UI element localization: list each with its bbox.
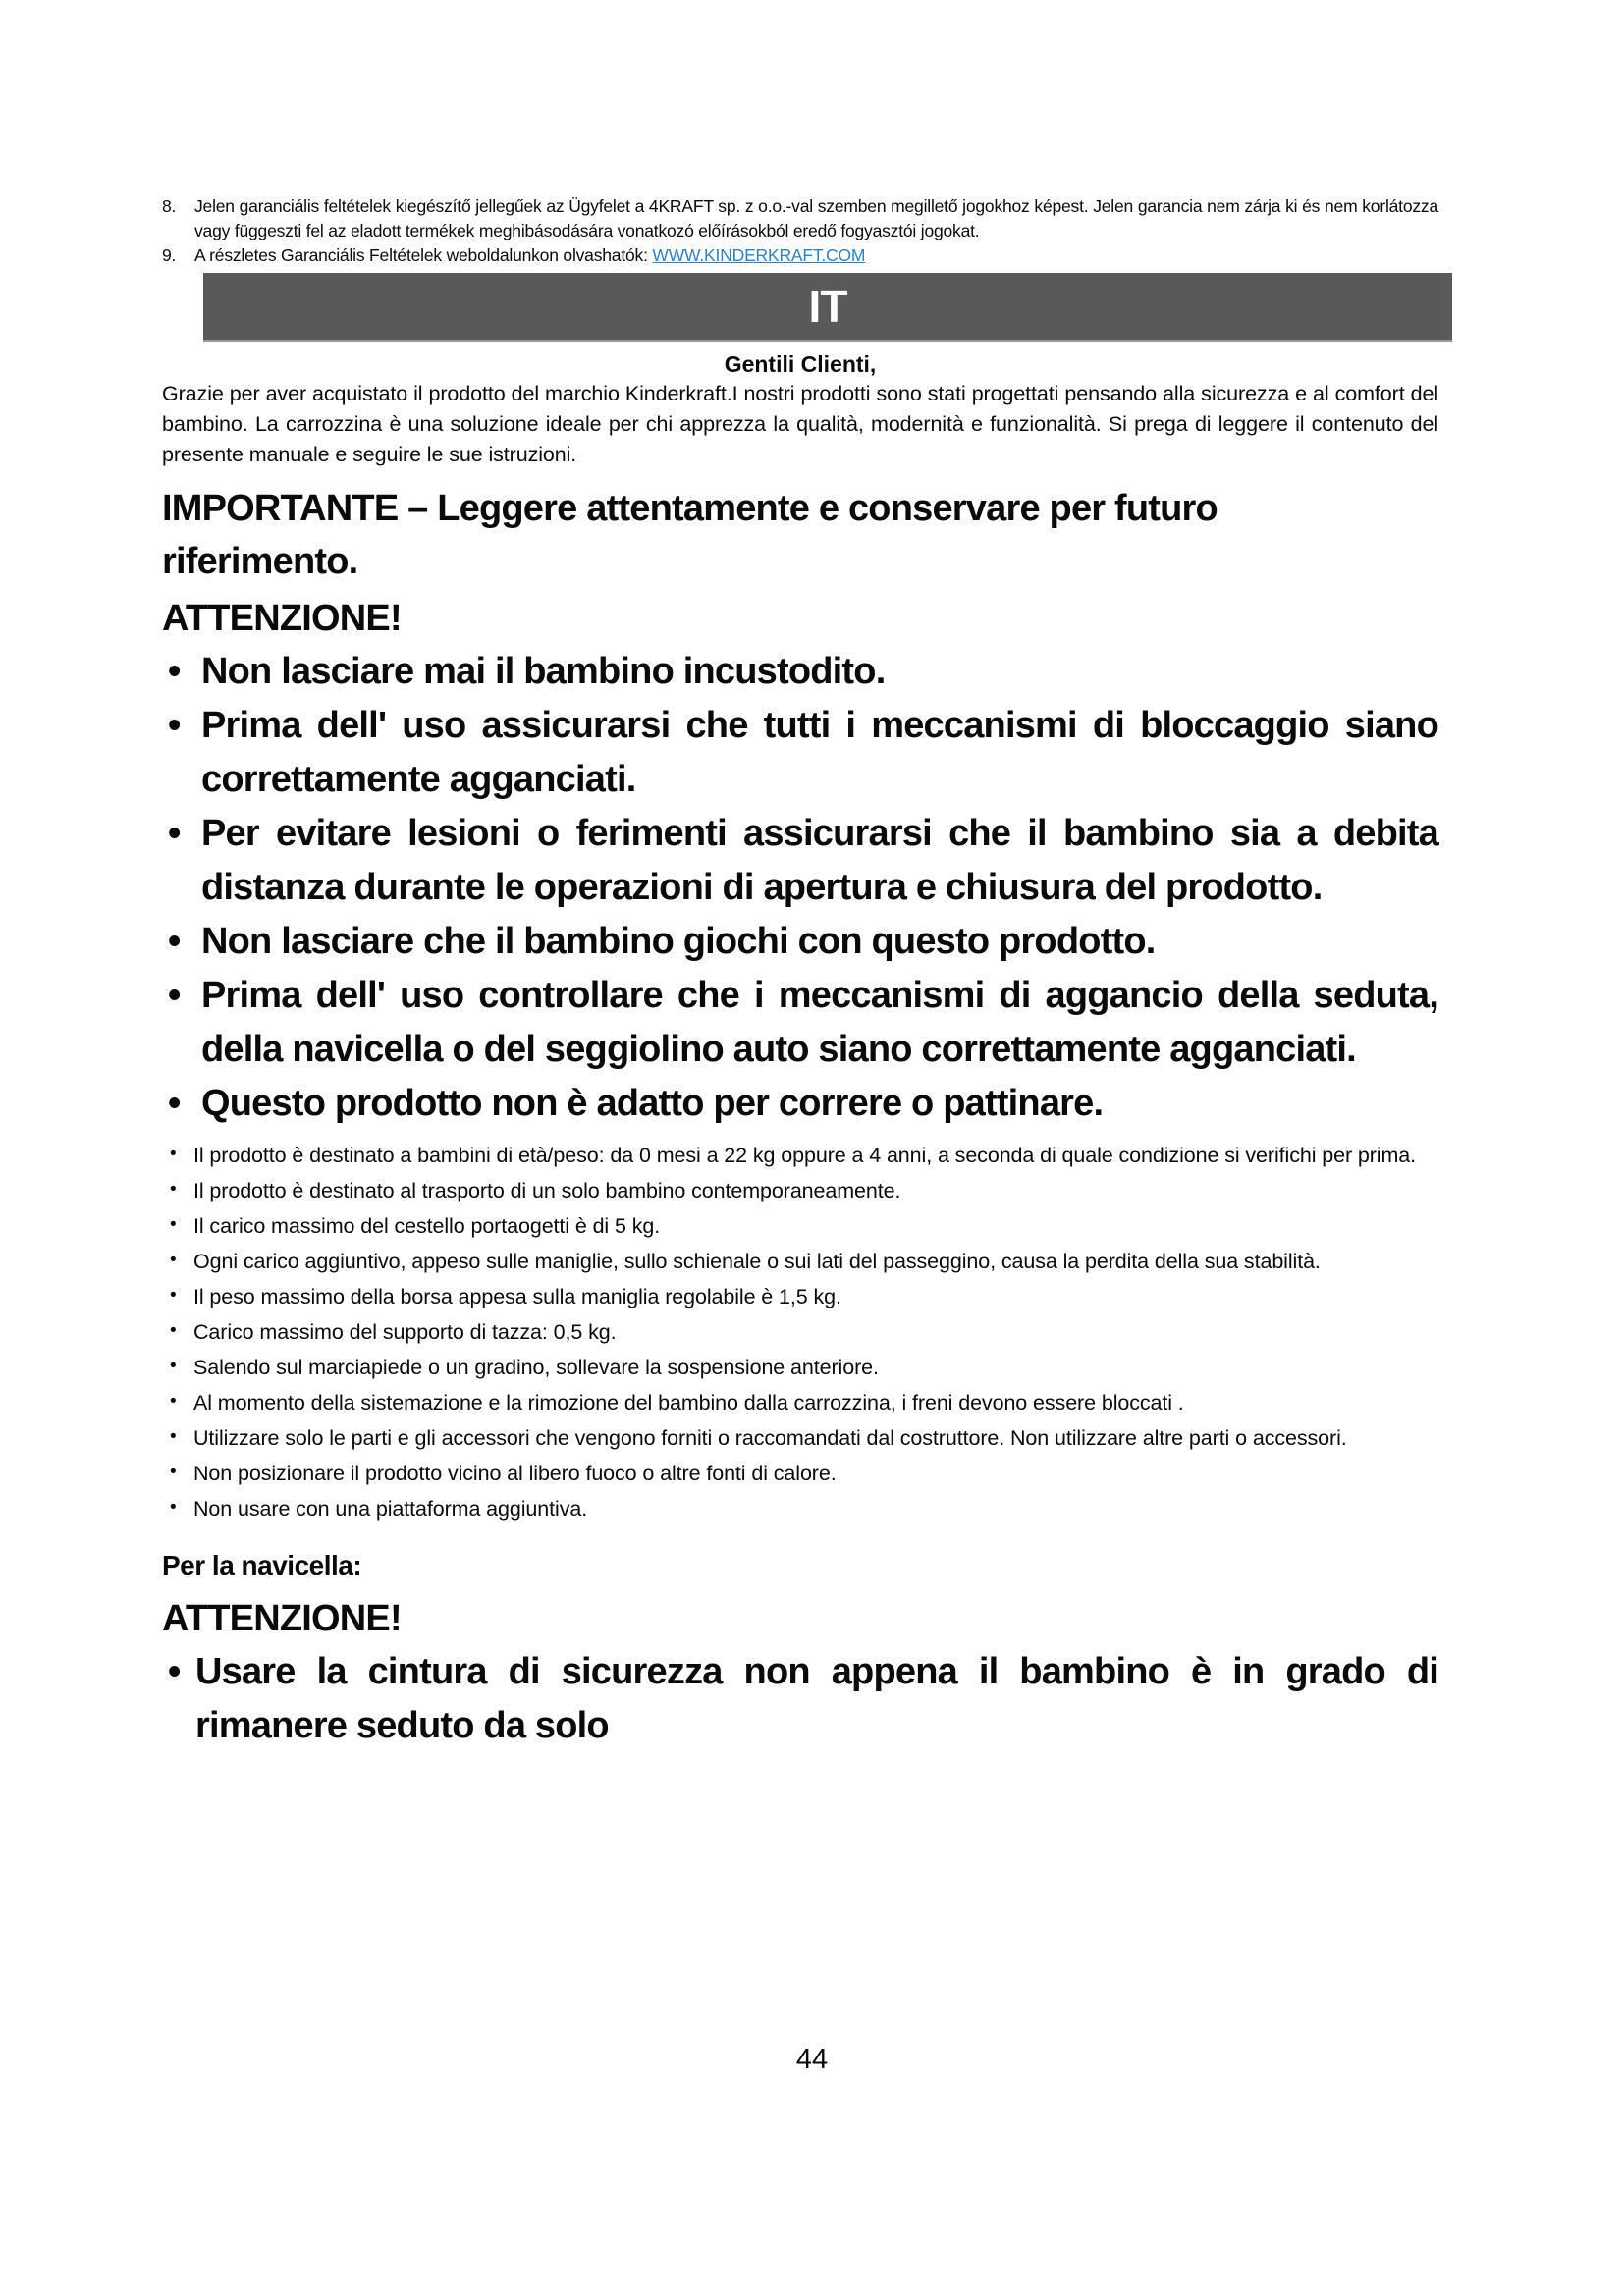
bullet-marker: •	[170, 1179, 177, 1200]
bullet-marker: •	[168, 651, 181, 692]
info-item	[162, 1423, 1438, 1453]
warning-item	[162, 915, 1438, 969]
bullet-marker: •	[170, 1356, 177, 1376]
list-item-text: Non posizionare il prodotto vicino al libero fuoco o altre fonti di calore.	[193, 1462, 837, 1485]
warning-item	[162, 645, 1438, 699]
info-item	[162, 1247, 1438, 1276]
bullet-marker: •	[170, 1285, 177, 1306]
bullet-marker: •	[168, 1651, 181, 1692]
warranty-note-9	[162, 243, 1438, 268]
list-item-text: Il carico massimo del cestello portaogetti è di 5 kg.	[193, 1214, 661, 1238]
warranty-note-8	[162, 194, 1438, 243]
bullet-marker: •	[168, 813, 181, 854]
bullet-marker: •	[168, 1083, 181, 1124]
note-number: 9.	[162, 245, 177, 265]
list-item-text: Questo prodotto non è adatto per correre o pattinare.	[201, 1083, 1104, 1124]
list-item-text: Carico massimo del supporto di tazza: 0,5 kg.	[193, 1320, 617, 1344]
bullet-marker: •	[168, 705, 181, 746]
bullet-marker: •	[170, 1391, 177, 1412]
attention-heading-2: ATTENZIONE!	[162, 1598, 402, 1639]
intro-paragraph: Grazie per aver acquistato il prodotto del marchio Kinderkraft.I nostri prodotti sono stati progettati pensando alla sicurezza e al comfort del bambino. La carrozzina è una soluzione ideale per chi apprezza la qualità, modernità e funzionalità. Si prega di leggere il contenuto del presente manuale e seguire le sue istruzioni.	[162, 382, 1438, 466]
navicella-heading: Per la navicella:	[162, 1550, 362, 1580]
attention-heading: ATTENZIONE!	[162, 598, 402, 639]
list-item-text: Non usare con una piattaforma aggiuntiva.	[193, 1497, 588, 1521]
info-item	[162, 1459, 1438, 1488]
warning-item	[162, 1077, 1438, 1131]
list-item-text: Il prodotto è destinato a bambini di età/peso: da 0 mesi a 22 kg oppure a 4 anni, a seconda di quale condizione si verifichi per prima.	[193, 1144, 1417, 1167]
info-item	[162, 1282, 1438, 1311]
list-item-text: Non lasciare che il bambino giochi con questo prodotto.	[201, 921, 1156, 962]
page-number: 44	[795, 2044, 829, 2075]
info-item	[162, 1211, 1438, 1241]
bullet-marker: •	[170, 1462, 177, 1482]
warning-item	[162, 699, 1438, 807]
warning-item	[162, 969, 1438, 1077]
list-item-text: Non lasciare mai il bambino incustodito.	[201, 651, 886, 692]
info-item	[162, 1494, 1438, 1523]
list-item-text: Prima dell' uso controllare che i meccanismi di aggancio della seduta, della navicella o del seggiolino auto siano correttamente agganciati.	[201, 975, 1438, 1070]
bullet-marker: •	[168, 921, 181, 962]
navicella-warning-item	[162, 1645, 1438, 1753]
list-item-text: Al momento della sistemazione e la rimozione del bambino dalla carrozzina, i freni devono essere bloccati .	[193, 1391, 1184, 1415]
warning-item	[162, 807, 1438, 915]
greeting-heading: Gentili Clienti,	[724, 351, 877, 377]
bullet-marker: •	[168, 975, 181, 1016]
list-item-text: Salendo sul marciapiede o un gradino, sollevare la sospensione anteriore.	[193, 1356, 879, 1379]
info-item	[162, 1141, 1438, 1170]
list-item-text: Ogni carico aggiuntivo, appeso sulle maniglie, sullo schienale o sui lati del passeggino, causa la perdita della sua stabilità.	[193, 1250, 1321, 1273]
info-item	[162, 1353, 1438, 1382]
note-number: 8.	[162, 196, 177, 216]
info-item	[162, 1176, 1438, 1205]
list-item-text: Il peso massimo della borsa appesa sulla maniglia regolabile è 1,5 kg.	[193, 1285, 841, 1308]
note-text-before-link: A részletes Garanciális Feltételek weboldalunkon olvashatók:	[194, 245, 653, 265]
bullet-marker: •	[170, 1214, 177, 1235]
language-code-label: IT	[808, 281, 847, 332]
warning-bullet-list	[162, 645, 1438, 1131]
list-item-text: Prima dell' uso assicurarsi che tutti i meccanismi di bloccaggio siano correttamente agganciati.	[201, 705, 1438, 800]
note-text: Jelen garanciális feltételek kiegészítő jellegűek az Ügyfelet a 4KRAFT sp. z o.o.-val szemben megillető jogokhoz képest. Jelen garancia nem zárja ki és nem korlátozza vagy függeszti fel az eladott termékek meghibásodására vonatkozó előírásokból eredő fogyasztói jogokat.	[194, 196, 1438, 240]
bullet-marker: •	[170, 1320, 177, 1341]
bullet-marker: •	[170, 1426, 177, 1447]
warranty-notes-list	[162, 194, 1438, 268]
info-bullet-list	[162, 1141, 1438, 1523]
note-text	[194, 243, 1438, 268]
navicella-warning-list	[162, 1645, 1438, 1753]
list-item-text: Usare la cintura di sicurezza non appena il bambino è in grado di rimanere seduto da solo	[195, 1651, 1438, 1746]
bullet-marker: •	[170, 1497, 177, 1518]
list-item-text: Per evitare lesioni o ferimenti assicurarsi che il bambino sia a debita distanza durante le operazioni di apertura e chiusura del prodotto.	[201, 813, 1438, 908]
list-item-text: Utilizzare solo le parti e gli accessori che vengono forniti o raccomandati dal costruttore. Non utilizzare altre parti o accessori.	[193, 1426, 1347, 1450]
important-heading: IMPORTANTE – Leggere attentamente e conservare per futuro riferimento.	[162, 488, 1218, 582]
kinderkraft-website-link[interactable]: WWW.KINDERKRAFT.COM	[652, 245, 866, 265]
language-section-banner	[203, 273, 1452, 342]
list-item-text: Il prodotto è destinato al trasporto di un solo bambino contemporaneamente.	[193, 1179, 901, 1202]
info-item	[162, 1388, 1438, 1417]
info-item	[162, 1317, 1438, 1347]
bullet-marker: •	[170, 1144, 177, 1164]
bullet-marker: •	[170, 1250, 177, 1270]
